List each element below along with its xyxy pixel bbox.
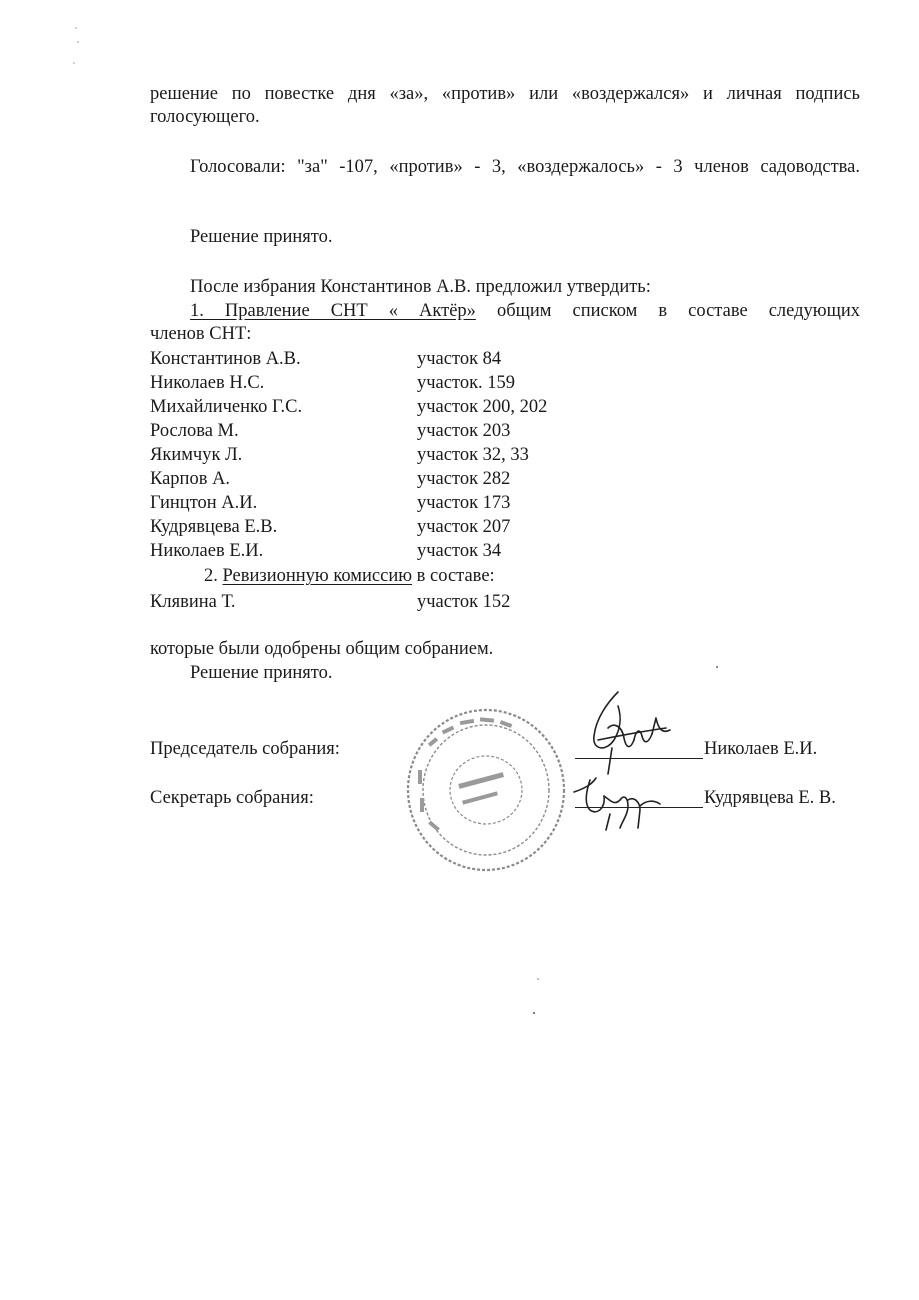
vote-results-text: Голосовали: "за" -107, «против» - 3, «воздержалось» - 3 членов садоводства. [190,157,860,177]
member-name: Николаев Н.С. [150,373,265,393]
member-name: Якимчук Л. [150,445,243,465]
member-plot: участок 200, 202 [417,397,548,417]
member-plot: участок 282 [417,469,511,489]
member-plot: участок 34 [417,541,502,561]
secretary-label: Секретарь собрания: [150,788,314,808]
item-2-title: Ревизионную комиссию [222,566,413,586]
decision-accepted-2: Решение принято. [190,663,333,683]
member-name: Михайличенко Г.С. [150,397,303,417]
member-name: Рослова М. [150,421,239,441]
secretary-name: Кудрявцева Е. В. [704,788,836,808]
paragraph-vote-results [150,156,860,179]
list-item [150,590,750,614]
chairman-label: Председатель собрания: [150,739,340,759]
item-2-audit [204,565,495,588]
list-item [150,443,750,467]
secretary-signature [570,770,670,832]
member-name: Константинов А.В. [150,349,301,369]
member-name: Кудрявцева Е.В. [150,517,278,537]
item-2-number: 2. [204,566,223,586]
item-1-text: общим списком в составе следующих [475,301,860,321]
item-1-board [150,300,860,323]
list-item [150,491,750,515]
list-item [150,539,750,563]
item-2-text: в составе: [412,566,495,586]
list-item [150,347,750,371]
item-1-title: 1. Правление СНТ « Актёр» [190,301,476,321]
round-seal-stamp [398,700,568,875]
paragraph-voting-method [150,83,860,129]
list-item [150,419,750,443]
member-plot: участок 173 [417,493,511,513]
list-item [150,371,750,395]
chairman-name: Николаев Е.И. [704,739,818,759]
member-plot: участок 207 [417,517,511,537]
member-name: Клявина Т. [150,592,236,612]
member-plot: участок 203 [417,421,511,441]
member-plot: участок. 159 [417,373,516,393]
list-item [150,515,750,539]
list-item [150,395,750,419]
list-item [150,467,750,491]
paragraph-approved: которые были одобрены общим собранием. [150,639,494,659]
member-plot: участок 152 [417,592,511,612]
member-name: Гинцтон А.И. [150,493,258,513]
member-plot: участок 32, 33 [417,445,529,465]
member-name: Николаев Е.И. [150,541,264,561]
member-name: Карпов А. [150,469,231,489]
paragraph-proposal: После избрания Константинов А.В. предложил утвердить: [190,277,651,297]
chairman-signature [578,688,688,780]
item-1-continuation: членов СНТ: [150,324,252,344]
member-plot: участок 84 [417,349,502,369]
decision-accepted-1: Решение принято. [190,227,333,247]
voting-method-text: решение по повестке дня «за», «против» или «воздержался» и личная подпись голосующего. [150,84,860,127]
